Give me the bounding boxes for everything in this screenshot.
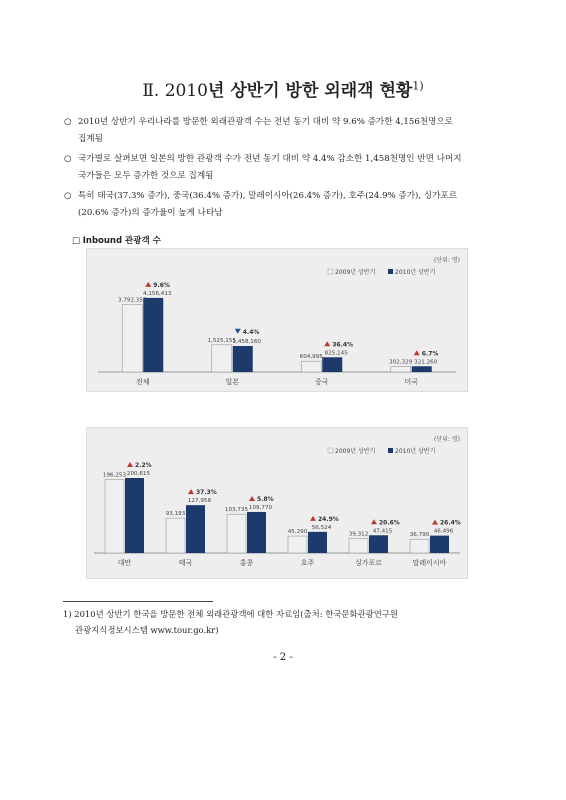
bar-2010 (247, 512, 266, 553)
page-title (0, 76, 566, 101)
bullet-text: 국가별로 살펴보면 일본의 방한 관광객 수가 전년 동기 대비 약 4.4% 감소한 1,458천명인 반면 나머지 국가들은 모두 증가한 것으로 집계됨 (78, 154, 462, 181)
data-label-2009: 36,790 (409, 532, 430, 539)
change-label: 37.3% (196, 489, 217, 497)
change-label: 5.8% (257, 495, 274, 503)
bar-2009 (288, 536, 307, 553)
data-label-2010: 46,496 (433, 528, 454, 535)
data-label-2010: 56,524 (311, 524, 332, 531)
legend-swatch-2009 (328, 269, 333, 274)
legend-swatch-2010 (388, 269, 393, 274)
legend-swatch-2010 (388, 448, 393, 453)
title-roman: Ⅱ. 2010 (142, 81, 208, 101)
category-label: 말레이시아 (412, 559, 447, 567)
bar-2009 (301, 361, 321, 372)
bar-2009 (349, 538, 368, 553)
change-label: 26.4% (440, 519, 461, 527)
bar-2010 (412, 366, 432, 372)
legend-label-2010: 2010년 상반기 (395, 448, 436, 455)
footnote-ref: 1) (412, 79, 424, 93)
title-text: 년 상반기 방한 외래객 현황 (208, 81, 413, 101)
data-label-2009: 39,312 (348, 531, 369, 538)
data-label-2010: 4,156,413 (143, 290, 172, 297)
unit-label: (단위: 명) (434, 257, 460, 264)
summary-bullets (64, 114, 464, 225)
data-label-2009: 93,193 (165, 511, 186, 518)
category-label: 태국 (178, 559, 193, 567)
chart-major-countries-svg (86, 248, 468, 392)
footnote (63, 606, 483, 638)
data-label-2010: 127,958 (187, 498, 212, 505)
circle-bullet-icon: ○ (64, 191, 72, 201)
bar-2010 (369, 535, 388, 553)
change-label: 6.7% (421, 350, 439, 358)
change-label: 2.2% (135, 461, 152, 469)
data-label-2010: 1,458,160 (232, 339, 261, 346)
change-label: 9.6% (153, 281, 170, 289)
data-label-2009: 3,792,355 (118, 297, 147, 304)
data-label-2009: 45,290 (287, 529, 308, 536)
change-label: 4.4% (242, 328, 260, 336)
chart-other-countries (86, 427, 468, 579)
bullet-text: 특히 태국(37.3% 증가), 중국(36.4% 증가), 말레이시아(26.4% 증가), 호주(24.9% 증가), 싱가포르(20.6% 증가)의 증가율이 높게 나타남 (78, 191, 458, 218)
category-label: 전체 (135, 378, 150, 386)
bullet-text: 2010년 상반기 우리나라를 방문한 외래관광객 수는 전년 동기 대비 약 9.6% 증가한 4,156천명으로 집계됨 (78, 117, 454, 144)
change-label: 36.4% (332, 341, 354, 349)
unit-label: (단위: 명) (434, 436, 460, 443)
data-label-2010: 200,615 (126, 470, 151, 477)
bar-2009 (105, 480, 124, 553)
bar-2009 (410, 539, 429, 553)
bar-2009 (391, 367, 411, 372)
bar-2010 (186, 505, 205, 553)
bullet-item (64, 114, 464, 147)
change-label: 24.9% (318, 515, 339, 523)
data-label-2009: 302,329 (389, 359, 413, 366)
square-bullet-icon: □ (72, 236, 81, 246)
category-label: 중국 (314, 378, 329, 386)
legend-swatch-2009 (328, 448, 333, 453)
footnote-line: 관광지식정보시스템 www.tour.go.kr) (75, 625, 219, 635)
legend-label-2009: 2009년 상반기 (335, 448, 376, 455)
data-label-2009: 1,525,155 (207, 337, 236, 344)
footnote-divider (63, 601, 213, 602)
bullet-item (64, 188, 464, 221)
change-label: 20.6% (379, 519, 400, 527)
bullet-item (64, 151, 464, 184)
bar-2009 (122, 304, 142, 372)
chart-other-countries-svg (86, 427, 468, 579)
data-label-2010: 47,415 (372, 528, 393, 535)
category-label: 싱가포르 (354, 559, 383, 567)
bar-2010 (308, 532, 327, 553)
section-heading (72, 234, 161, 246)
data-label-2010: 321,260 (414, 359, 438, 366)
legend-label-2009: 2009년 상반기 (335, 269, 376, 276)
bar-2010 (430, 536, 449, 553)
category-label: 호주 (300, 559, 315, 567)
category-label: 일본 (225, 378, 240, 386)
data-label-2010: 825,145 (324, 350, 348, 357)
bar-2010 (125, 478, 144, 553)
bar-2010 (233, 346, 253, 372)
category-label: 대만 (117, 559, 132, 567)
bar-2009 (212, 345, 232, 372)
footnote-line: 1) 2010년 상반기 한국을 방문한 전체 외래관광객에 대한 자료임(출처: 한국문화관광연구원 (63, 609, 399, 619)
category-label: 홍콩 (239, 559, 254, 567)
data-label-2009: 196,253 (102, 472, 127, 479)
bar-2009 (227, 514, 246, 553)
page-number: - 2 - (273, 652, 293, 663)
legend-label-2010: 2010년 상반기 (395, 269, 436, 276)
section-label: Inbound 관광객 수 (82, 236, 161, 246)
bar-2009 (166, 518, 185, 553)
data-label-2010: 109,770 (248, 504, 273, 511)
circle-bullet-icon: ○ (64, 117, 72, 127)
category-label: 미국 (404, 378, 419, 386)
data-label-2009: 604,995 (299, 354, 323, 361)
chart-major-countries (86, 248, 468, 392)
bar-2010 (322, 357, 342, 372)
circle-bullet-icon: ○ (64, 154, 72, 164)
bar-2010 (143, 298, 163, 372)
data-label-2009: 103,735 (224, 507, 249, 514)
